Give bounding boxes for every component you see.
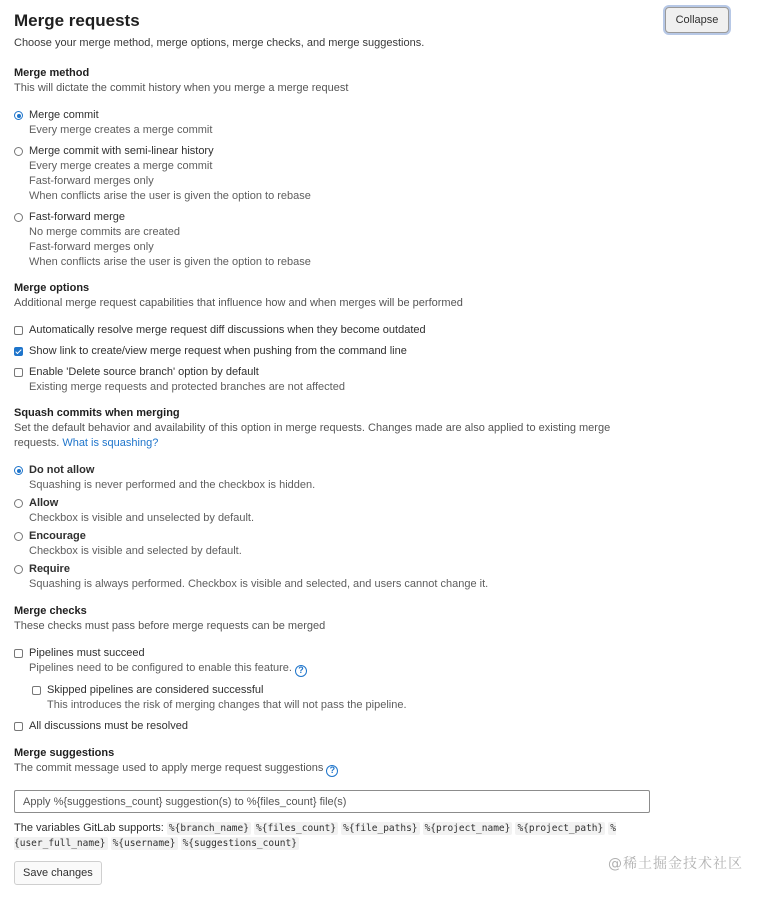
option-help: No merge commits are created [29, 226, 180, 238]
save-changes-button[interactable]: Save changes [14, 861, 102, 885]
suggestion-input-wrap [14, 790, 754, 813]
semi-linear-radio[interactable] [14, 147, 23, 156]
allow-radio[interactable] [14, 499, 23, 508]
merge-options-description: Additional merge request capabilities that influence how and when merges will be performed [14, 297, 463, 309]
option-label: Require [29, 563, 70, 575]
watermark-text: @稀土掘金技术社区 [608, 856, 743, 872]
merge-suggestions-description [14, 761, 754, 777]
merge-option-show-link[interactable] [14, 344, 754, 359]
page-title: Merge requests [14, 11, 140, 30]
variable-username: %{username} [112, 838, 176, 849]
squash-title: Squash commits when merging [14, 407, 180, 419]
delete-branch-checkbox[interactable] [14, 368, 23, 377]
require-radio[interactable] [14, 565, 23, 574]
option-help [29, 661, 307, 677]
auto-resolve-checkbox[interactable] [14, 326, 23, 335]
squash-option-allow[interactable] [14, 496, 754, 526]
merge-check-discussions[interactable] [14, 719, 754, 734]
option-label: Merge commit with semi-linear history [29, 145, 214, 157]
merge-method-option-semi-linear[interactable] [14, 144, 754, 204]
merge-method-section [14, 66, 754, 270]
option-help: Squashing is always performed. Checkbox is visible and selected, and users cannot change it. [29, 578, 489, 590]
option-help: Checkbox is visible and selected by default. [29, 545, 242, 557]
option-label: Pipelines must succeed [29, 647, 145, 659]
squash-description-text: Set the default behavior and availability of this option in merge requests. Changes made are also applied to existing merge requests. [14, 422, 611, 449]
option-label: Fast-forward merge [29, 211, 125, 223]
option-help: Existing merge requests and protected branches are not affected [29, 381, 345, 393]
option-help: Squashing is never performed and the checkbox is hidden. [29, 479, 316, 491]
merge-method-title: Merge method [14, 67, 90, 79]
option-label: Enable 'Delete source branch' option by default [29, 366, 259, 378]
merge-checks-description: These checks must pass before merge requests can be merged [14, 620, 326, 632]
merge-options-title: Merge options [14, 282, 90, 294]
option-label: Encourage [29, 530, 86, 542]
option-help: When conflicts arise the user is given the option to rebase [29, 190, 311, 202]
merge-commit-radio[interactable] [14, 111, 23, 120]
collapse-button[interactable]: Collapse [665, 7, 729, 33]
merge-check-skipped-pipelines[interactable] [32, 683, 754, 713]
squash-section [14, 406, 754, 592]
merge-method-option-fast-forward[interactable] [14, 210, 754, 270]
option-help: This introduces the risk of merging changes that will not pass the pipeline. [47, 699, 407, 711]
option-help: Every merge creates a merge commit [29, 160, 213, 172]
option-label: Show link to create/view merge request when pushing from the command line [29, 345, 407, 357]
variables-prefix: The variables GitLab supports: [14, 822, 164, 834]
supported-variables [14, 821, 654, 851]
squash-option-encourage[interactable] [14, 529, 754, 559]
question-circle-icon[interactable]: ? [295, 665, 307, 677]
settings-content [14, 66, 754, 885]
option-label: Do not allow [29, 464, 95, 476]
merge-options-section [14, 281, 754, 395]
option-help: When conflicts arise the user is given the option to rebase [29, 256, 311, 268]
merge-check-pipelines[interactable] [14, 646, 754, 677]
discussions-resolved-checkbox[interactable] [14, 722, 23, 731]
pipelines-succeed-checkbox[interactable] [14, 649, 23, 658]
option-help: Fast-forward merges only [29, 241, 154, 253]
do-not-allow-radio[interactable] [14, 466, 23, 475]
question-circle-icon[interactable]: ? [326, 765, 338, 777]
merge-checks-section [14, 604, 754, 734]
variable-user-full-name: %{user_full_name} [14, 823, 617, 849]
fast-forward-radio[interactable] [14, 213, 23, 222]
squash-option-do-not-allow[interactable] [14, 463, 754, 493]
option-help: Checkbox is visible and unselected by default. [29, 512, 255, 524]
merge-suggestions-title: Merge suggestions [14, 747, 115, 759]
section-intro: Choose your merge method, merge options, merge checks, and merge suggestions. [14, 37, 425, 49]
encourage-radio[interactable] [14, 532, 23, 541]
skipped-pipelines-checkbox[interactable] [32, 686, 41, 695]
option-help: Fast-forward merges only [29, 175, 154, 187]
squash-description [14, 421, 644, 451]
merge-option-auto-resolve[interactable] [14, 323, 754, 338]
merge-option-delete-branch[interactable] [14, 365, 754, 395]
variable-suggestions-count: %{suggestions_count} [182, 838, 297, 849]
merge-checks-title: Merge checks [14, 605, 87, 617]
squash-option-require[interactable] [14, 562, 754, 592]
option-label: All discussions must be resolved [29, 720, 188, 732]
variable-files-count: %{files_count} [256, 823, 337, 834]
option-label: Allow [29, 497, 59, 509]
option-label: Automatically resolve merge request diff discussions when they become outdated [29, 324, 426, 336]
variable-file-paths: %{file_paths} [343, 823, 418, 834]
variable-project-path: %{project_path} [517, 823, 604, 834]
what-is-squashing-link[interactable]: What is squashing? [62, 437, 159, 449]
merge-suggestions-description-text: The commit message used to apply merge request suggestions [14, 762, 324, 774]
merge-method-description: This will dictate the commit history when you merge a merge request [14, 82, 349, 94]
variable-branch-name: %{branch_name} [168, 823, 249, 834]
option-label: Skipped pipelines are considered successful [47, 684, 264, 696]
variable-project-name: %{project_name} [424, 823, 511, 834]
merge-method-option-merge-commit[interactable] [14, 108, 754, 138]
option-help: Every merge creates a merge commit [29, 124, 213, 136]
show-link-checkbox[interactable] [14, 347, 23, 356]
option-help-text: Pipelines need to be configured to enable this feature. [29, 662, 292, 674]
suggestion-commit-message-input[interactable] [14, 790, 650, 813]
option-label: Merge commit [29, 109, 99, 121]
